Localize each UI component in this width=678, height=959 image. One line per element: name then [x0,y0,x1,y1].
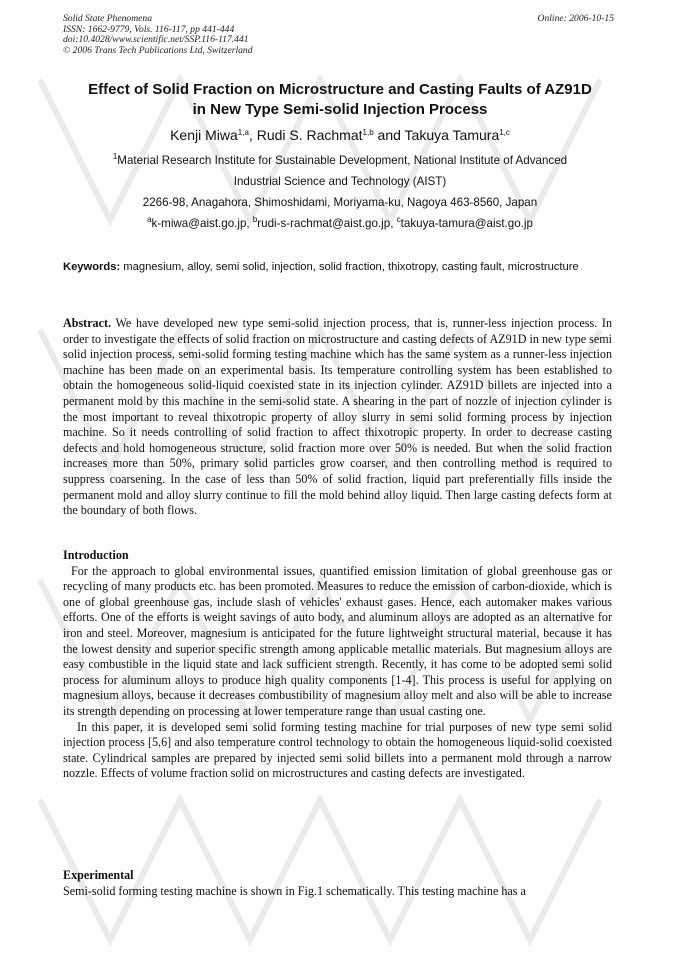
affiliation-address: 2266-98, Anagahora, Shimoshidami, Moriyama-ku, Nagoya 463-8560, Japan [142,196,538,209]
author-name: Rudi S. Rachmat [256,127,363,143]
affiliation-block [40,150,640,234]
paragraph: For the approach to global environmental issues, quantified emission limitation of global greenhouse gas or recycling of many products etc. has been promoted. Measures to reduce the emission of carbon-dioxide, which is one of global greenhouse gas, include slash of vehicles' exhaust gases. Hence, each automaker makes various efforts. One of the efforts is weight savings of auto body, and aluminum alloys are adopted as an alternative for iron and steel. Moreover, magnesium is anticipated for the future lightweight structural material, because it has the lowest density and superior specific strength among applicable metallic materials. But magnesium alloys are easy combustible in the liquid state and lack sufficient strength. Recently, it has come to be adopted semi solid process for aluminum alloys to produce high quality components [1-4]. This process is useful for applying on magnesium alloys, because it decreases combustibility of magnesium alloy melt and also will be able to increase its strength depending on processing at lower temperature range than usual casting one. [63,563,612,718]
abstract-section [63,316,612,519]
email-link: k-miwa@aist.go.jp, [151,217,253,230]
author-separator: and [373,127,405,143]
copyright-line: © 2006 Trans Tech Publications Ltd, Switzerland [63,44,253,56]
author-emails: $^a$k-miwa@aist.go.jp, $^b$rudi-s-rachmat@aist.go.jp, $^c$takuya-tamura@aist.go.jp [147,215,533,230]
keywords-label: Keywords: [63,261,121,273]
email-link: rudi-s-rachmat@aist.go.jp, [257,217,397,230]
author-list [40,127,640,143]
section-heading: Experimental [63,868,134,882]
affiliation-line-2: Industrial Science and Technology (AIST) [233,175,447,188]
journal-header [63,14,253,56]
introduction-section [63,548,612,782]
section-heading: Introduction [63,548,129,562]
abstract-text: We have developed new type semi-solid injection process, that is, runner-less injection process. In order to investigate the effects of solid fraction on microstructure and casting defects of AZ91D in new type semi solid injection process, semi-solid forming testing machine which has the same system as a runner-less injection machine has been made on an experimental basis. Its temperature controlling system has been established to obtain the homogeneous solid-liquid coexisted state in its injection cylinder. AZ91D billets are injected into a permanent mold by this machine in the semi-solid state. A shearing in the part of nozzle of injection cylinder is the most important to reveal thixotropic property of alloy slurry in semi solid forming process by injection machine. So it needs controlling of solid fraction to affect thixotropic property. In order to decrease casting defects and hold homogeneous structure, solid fraction more over 50% is needed. But when the solid fraction increases more than 50%, primary solid particles grow coarser, and then controlling method is required to suppress coarsening. In the case of less than 50% of solid fraction, liquid part preferentially fills inside the permanent mold and alloy slurry continue to fill the mold behind alloy liquid. Then large casting defects form at the boundary of both flows. [63,316,612,518]
paragraph: Semi-solid forming testing machine is shown in Fig.1 schematically. This testing machine has a [63,883,526,898]
author-affil-sup: 1,b [362,128,374,137]
author-name: Kenji Miwa [170,127,238,143]
affiliation-line-1: $^1$Material Research Institute for Sustainable Development, National Institute of Advanced [112,152,568,167]
title-line-2: in New Type Semi-solid Injection Process [192,101,488,118]
keywords-section [63,257,612,278]
keywords-text: magnesium, alloy, semi solid, injection, solid fraction, thixotropy, casting fault, microstructure [120,261,579,273]
author-separator: , [248,127,257,143]
abstract-label: Abstract. [63,316,112,330]
paper-title [40,80,640,120]
issn-line: ISSN: 1662-9779, Vols. 116-117, pp 441-444 [63,23,235,35]
journal-name: Solid State Phenomena [63,13,152,24]
paragraph: In this paper, it is developed semi solid forming testing machine for trial purposes of new type semi solid injection process [5,6] and also temperature control technology to obtain the homogeneous liquid-solid coexisted state. Cylindrical samples are prepared by injected semi solid billets into a permanent mold through a narrow nozzle. Effects of volume fraction solid on microstructures and casting defects are investigated. [63,719,612,781]
author-affil-sup: 1,c [499,128,510,137]
author-affil-sup: 1,a [237,128,249,137]
email-link: takuya-tamura@aist.go.jp [400,217,533,230]
author-name: Takuya Tamura [404,127,500,143]
experimental-section [63,868,612,899]
affiliation-sup: 1 [112,152,118,161]
online-date: Online: 2006-10-15 [537,13,614,24]
doi-line: doi:10.4028/www.scientific.net/SSP.116-117.441 [63,34,249,46]
title-line-1: Effect of Solid Fraction on Microstructure and Casting Faults of AZ91D [88,81,592,98]
